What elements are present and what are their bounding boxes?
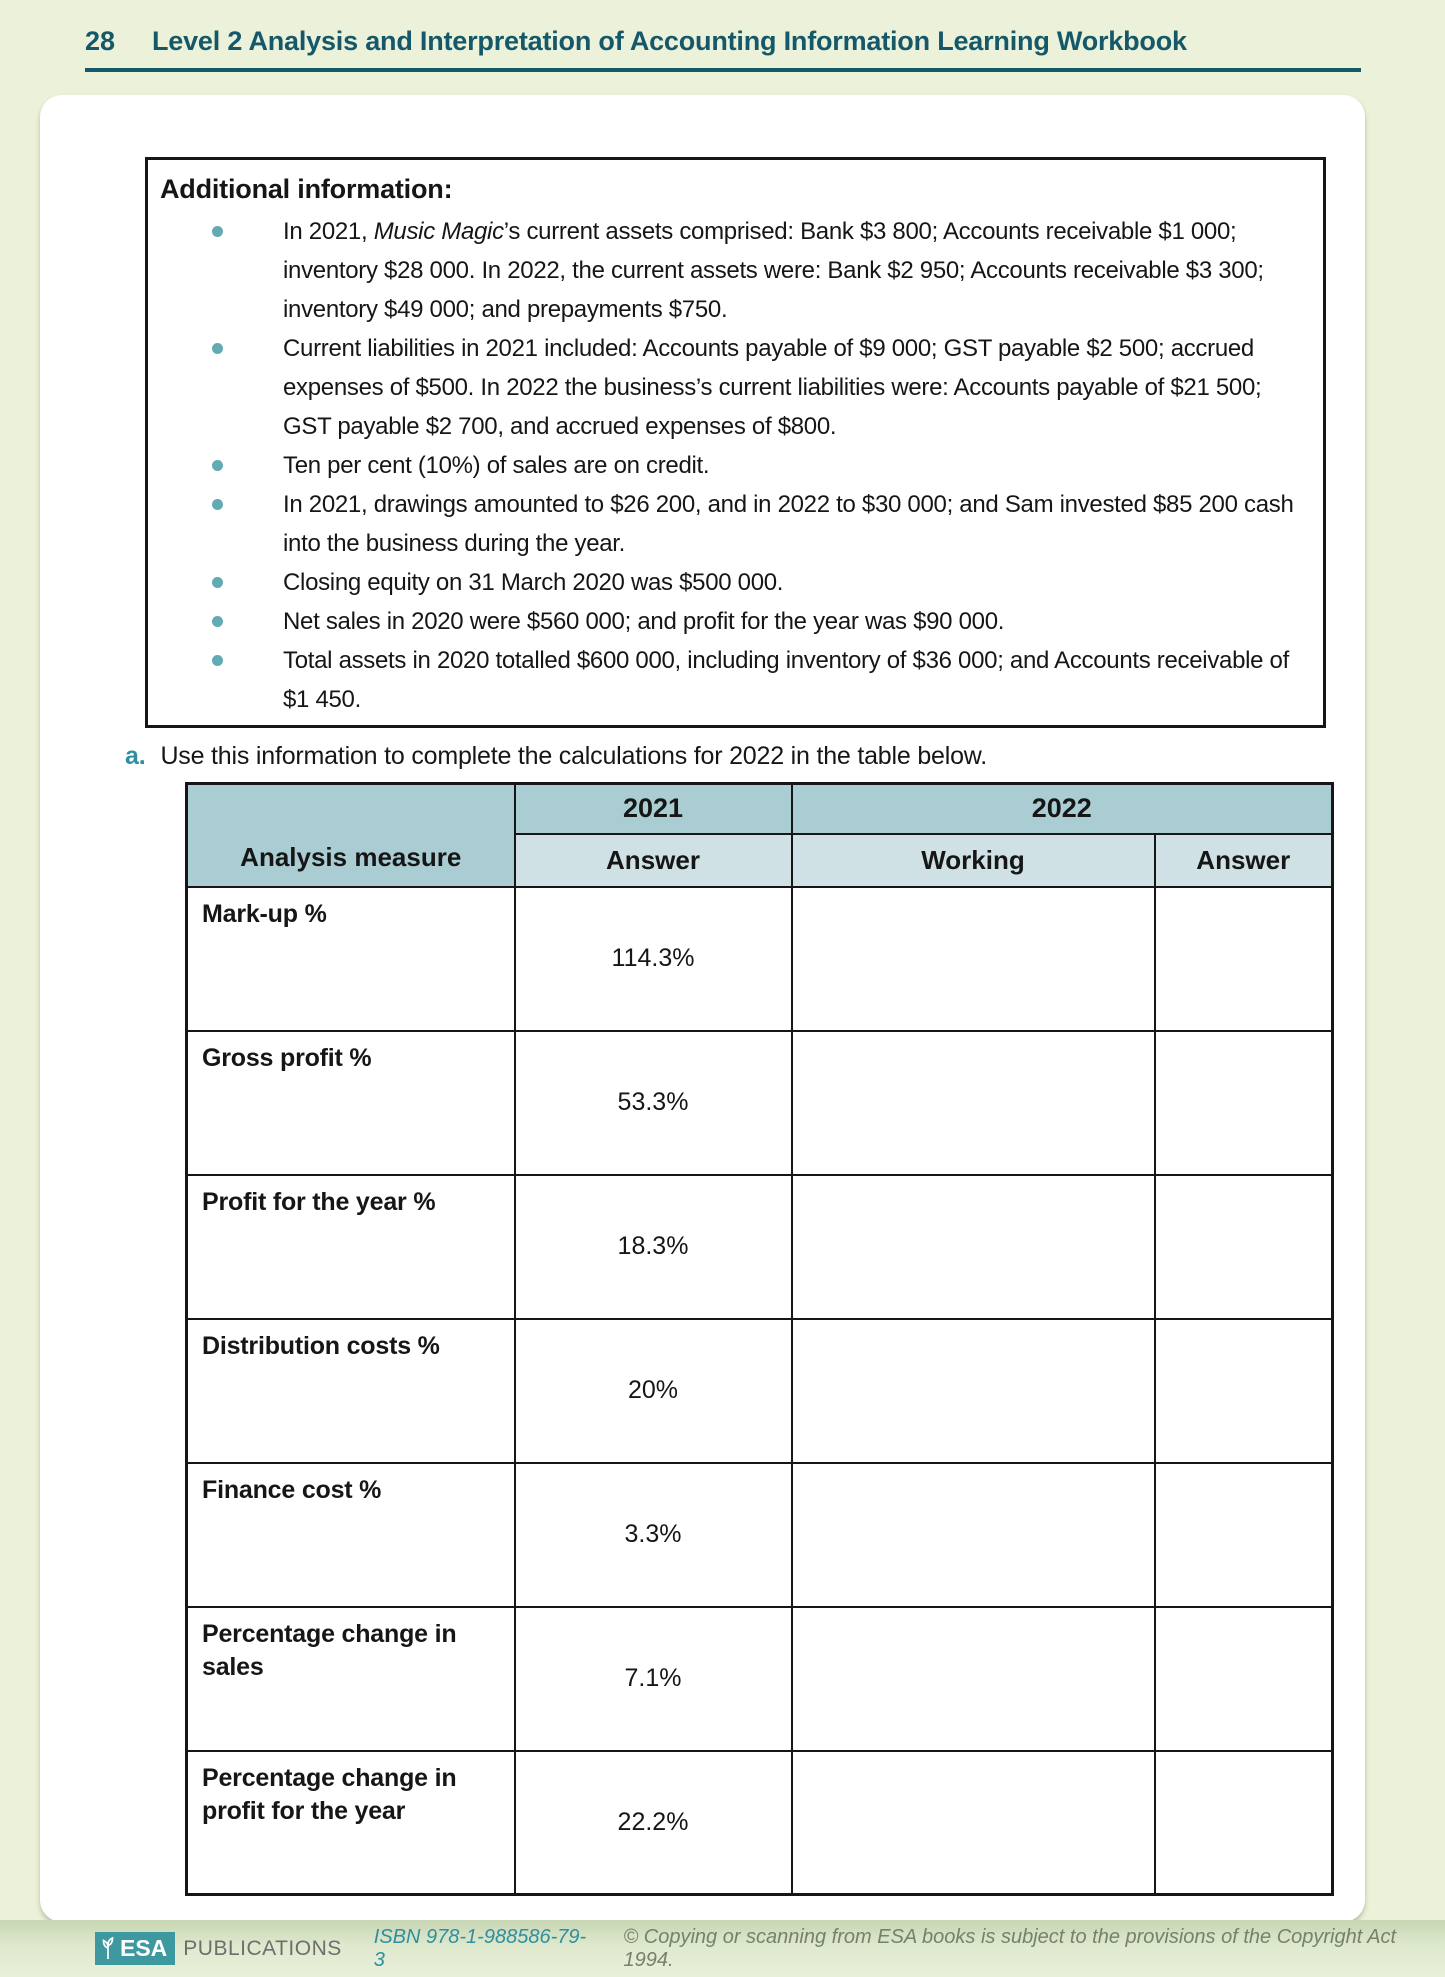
bullet-text: Net sales in 2020 were $560 000; and profit for the year was $90 000. [283,608,1005,635]
page-title: Level 2 Analysis and Interpretation of Accounting Information Learning Workbook [152,26,1187,56]
column-group-2022: 2022 [792,784,1333,834]
working-cell [792,1607,1155,1751]
answer-2022-cell [1155,1031,1333,1175]
footer-bar [0,1920,1445,1977]
measure-cell: Mark-up % [187,887,515,1031]
answer-2021-cell: 114.3% [515,887,792,1031]
page-number: 28 [85,26,116,56]
answer-2022-cell [1155,1607,1333,1751]
answer-2022-cell [1155,1463,1333,1607]
answer-2021-cell: 7.1% [515,1607,792,1751]
bullet-text: Closing equity on 31 March 2020 was $500 000. [283,569,784,596]
working-cell [792,1175,1155,1319]
column-header-answer-2022: Answer [1155,834,1333,887]
bullet-text: Current liabilities in 2021 included: Accounts payable of $9 000; GST payable $2 500; accrued expenses of $500. In 2022 the business’s current liabilities were: Accounts payable of $21 500; GST payable $2 700, and accrued expenses of $800. [283,335,1262,440]
analysis-table [185,782,1334,1896]
answer-2021-cell: 53.3% [515,1031,792,1175]
answer-2022-cell [1155,1751,1333,1895]
bullet-dot-icon [212,460,223,471]
table-header-year-row [187,784,1333,834]
working-cell [792,1319,1155,1463]
bullet-item [160,446,1297,485]
column-header-answer-2021: Answer [515,834,792,887]
question-line [125,742,987,771]
measure-cell: Percentage change in profit for the year [187,1751,515,1895]
answer-2022-cell [1155,1175,1333,1319]
working-cell [792,887,1155,1031]
bullet-text: Total assets in 2020 totalled $600 000, including inventory of $36 000; and Accounts receivable of $1 450. [283,647,1289,713]
info-heading: Additional information: [160,174,453,204]
column-header-analysis-measure: Analysis measure [187,784,515,887]
bullet-text: In 2021, Music Magic’s current assets comprised: Bank $3 800; Accounts receivable $1 000; inventory $28 000. In 2022, the current assets were: Bank $2 950; Accounts receivable $3 300; inventory $49 000; and prepayments $750. [283,218,1264,323]
bullet-text: In 2021, drawings amounted to $26 200, and in 2022 to $30 000; and Sam invested $85 200 cash into the business during the year. [283,491,1294,557]
bullet-item [160,641,1297,719]
table-row [187,887,1333,1031]
answer-2022-cell [1155,1319,1333,1463]
table-row [187,1463,1333,1607]
bullet-item [160,485,1297,563]
bullet-item [160,212,1297,329]
question-label: a. [125,742,146,770]
copyright-text: © Copying or scanning from ESA books is subject to the provisions of the Copyright Act 1994. [623,1925,1397,1971]
additional-info-box [145,157,1326,728]
bullet-dot-icon [212,343,223,354]
table-row [187,1751,1333,1895]
content-card [40,95,1365,1922]
bullet-dot-icon [212,577,223,588]
esa-logo [95,1932,175,1965]
answer-2021-cell: 20% [515,1319,792,1463]
isbn-text: ISBN 978-1-988586-79-3 [373,1925,587,1971]
working-cell [792,1463,1155,1607]
esa-tree-icon [101,1936,115,1960]
measure-cell: Gross profit % [187,1031,515,1175]
working-cell [792,1031,1155,1175]
working-cell [792,1751,1155,1895]
table-row [187,1607,1333,1751]
bullet-item [160,563,1297,602]
bullet-list [160,212,1297,719]
bullet-item [160,329,1297,446]
bullet-item [160,602,1297,641]
column-header-working: Working [792,834,1155,887]
question-text: Use this information to complete the calculations for 2022 in the table below. [160,742,988,770]
bullet-dot-icon [212,655,223,666]
table-row [187,1031,1333,1175]
measure-cell: Distribution costs % [187,1319,515,1463]
measure-cell: Percentage change in sales [187,1607,515,1751]
answer-2021-cell: 3.3% [515,1463,792,1607]
column-group-2021: 2021 [515,784,792,834]
measure-cell: Finance cost % [187,1463,515,1607]
bullet-dot-icon [212,499,223,510]
answer-2021-cell: 22.2% [515,1751,792,1895]
header-rule [85,68,1361,72]
bullet-text: Ten per cent (10%) of sales are on credit. [283,452,710,479]
esa-logo-text: ESA [120,1934,168,1961]
answer-2022-cell [1155,887,1333,1031]
publisher-name: PUBLICATIONS [183,1936,342,1960]
measure-cell: Profit for the year % [187,1175,515,1319]
bullet-dot-icon [212,616,223,627]
answer-2021-cell: 18.3% [515,1175,792,1319]
bullet-dot-icon [212,226,223,237]
table-row [187,1175,1333,1319]
table-row [187,1319,1333,1463]
